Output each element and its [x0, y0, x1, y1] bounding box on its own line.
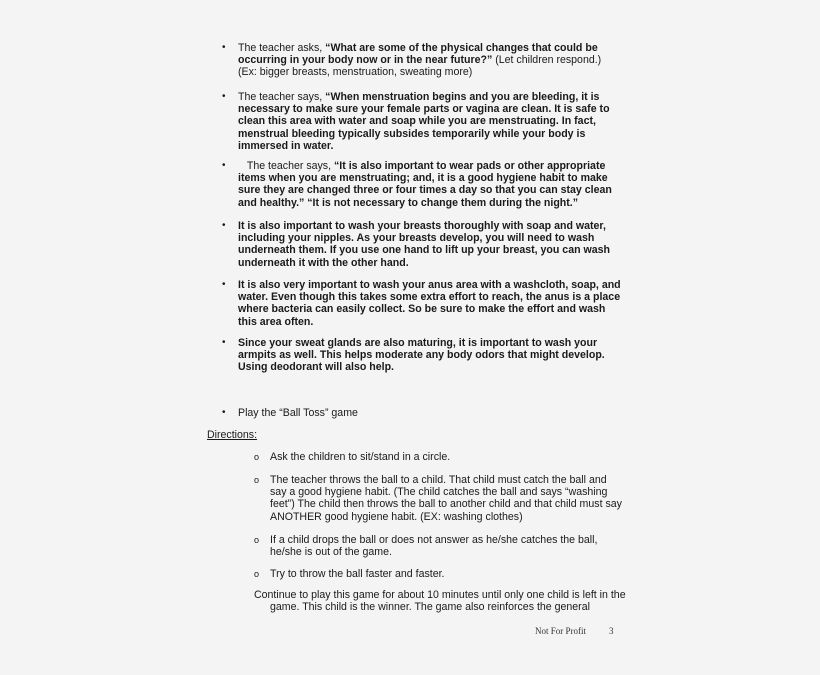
- text-segment: The teacher says,: [238, 91, 326, 103]
- bullet-item-physical-changes: [222, 42, 622, 79]
- bullet-item-breasts: [222, 220, 622, 269]
- direction-text: The teacher throws the ball to a child. That child must catch the ball and say a good hygiene habit. (The child catches the ball and says “washing feet”) The child then throws the ball to another child and that child must say ANOTHER good hygiene habit. (EX: washing clothes): [270, 474, 622, 523]
- direction-item: [254, 474, 624, 523]
- footer-label: Not For Profit: [535, 626, 587, 636]
- bullet-icon: •: [222, 42, 226, 53]
- directions-heading: Directions:: [207, 429, 258, 441]
- text-segment: The teacher says,: [238, 160, 334, 172]
- bullet-icon: •: [222, 279, 226, 290]
- bullet-text: [238, 91, 622, 152]
- circle-bullet-icon: o: [254, 452, 260, 462]
- text-segment: (Let children respond.) (Ex: bigger breasts, menstruation, sweating more): [238, 54, 602, 79]
- bullet-icon: •: [222, 407, 226, 418]
- bullet-icon: •: [222, 220, 226, 231]
- circle-bullet-icon: o: [254, 535, 260, 545]
- bullet-icon: •: [222, 91, 226, 102]
- bullet-icon: •: [222, 337, 226, 348]
- bullet-item-menstruation-cleaning: [222, 91, 622, 152]
- direction-text: If a child drops the ball or does not answer as he/she catches the ball, he/she is out of the game.: [270, 534, 598, 559]
- bullet-text: [238, 160, 622, 209]
- direction-item: [254, 534, 624, 558]
- bullet-text: Since your sweat glands are also maturing, it is important to wash your armpits as well. This helps moderate any body odors that might develop. Using deodorant will also help.: [238, 337, 605, 374]
- bullet-item-anus: [222, 279, 622, 328]
- direction-text: Ask the children to sit/stand in a circle.: [270, 451, 451, 463]
- bullet-text: It is also important to wash your breasts thoroughly with soap and water, including your nipples. As your breasts develop, you will need to wash underneath them. If you use one hand to lift up your breast, you can wash underneath it with the other hand.: [238, 220, 611, 269]
- text-segment-bold: “It is also important to wear pads or other appropriate items when you are menstruating; and, it is a good hygiene habit to make sure they are changed three or four times a day so that you can stay clean and healthy.” “It is not necessary to change them during the night.”: [238, 160, 615, 209]
- text-segment-bold: “What are some of the physical changes that could be occurring in your body now or in the near future?”: [238, 42, 598, 67]
- bullet-item-pads: [222, 160, 622, 209]
- text-segment: The teacher asks,: [238, 42, 326, 54]
- bullet-item-armpits: [222, 337, 622, 374]
- text-segment-bold: “When menstruation begins and you are bleeding, it is necessary to make sure your female parts or vagina are clean. It is safe to clean this area with water and soap while you are menstruating. In fact, menstrual bleeding typically subsides temporarily while your body is immersed in water.: [238, 91, 610, 152]
- bullet-item-ball-toss: [222, 407, 622, 419]
- continue-paragraph: Continue to play this game for about 10 minutes until only one child is left in the game. This child is the winner. The game also reinforces the general: [254, 589, 626, 614]
- circle-bullet-icon: o: [254, 569, 260, 579]
- bullet-text: [238, 42, 622, 79]
- bullet-text: Play the “Ball Toss” game: [238, 407, 358, 419]
- circle-bullet-icon: o: [254, 475, 260, 485]
- bullet-text: It is also very important to wash your anus area with a washcloth, soap, and water. Even though this takes some extra effort to reach, the anus is a place where bacteria can easily collect. So be sure to make the effort and wash this area often.: [238, 279, 621, 328]
- bullet-icon: •: [222, 160, 226, 171]
- direction-item: [254, 451, 624, 463]
- page-number: 3: [609, 626, 614, 636]
- direction-text: Try to throw the ball faster and faster.: [270, 568, 445, 580]
- direction-item: [254, 568, 624, 580]
